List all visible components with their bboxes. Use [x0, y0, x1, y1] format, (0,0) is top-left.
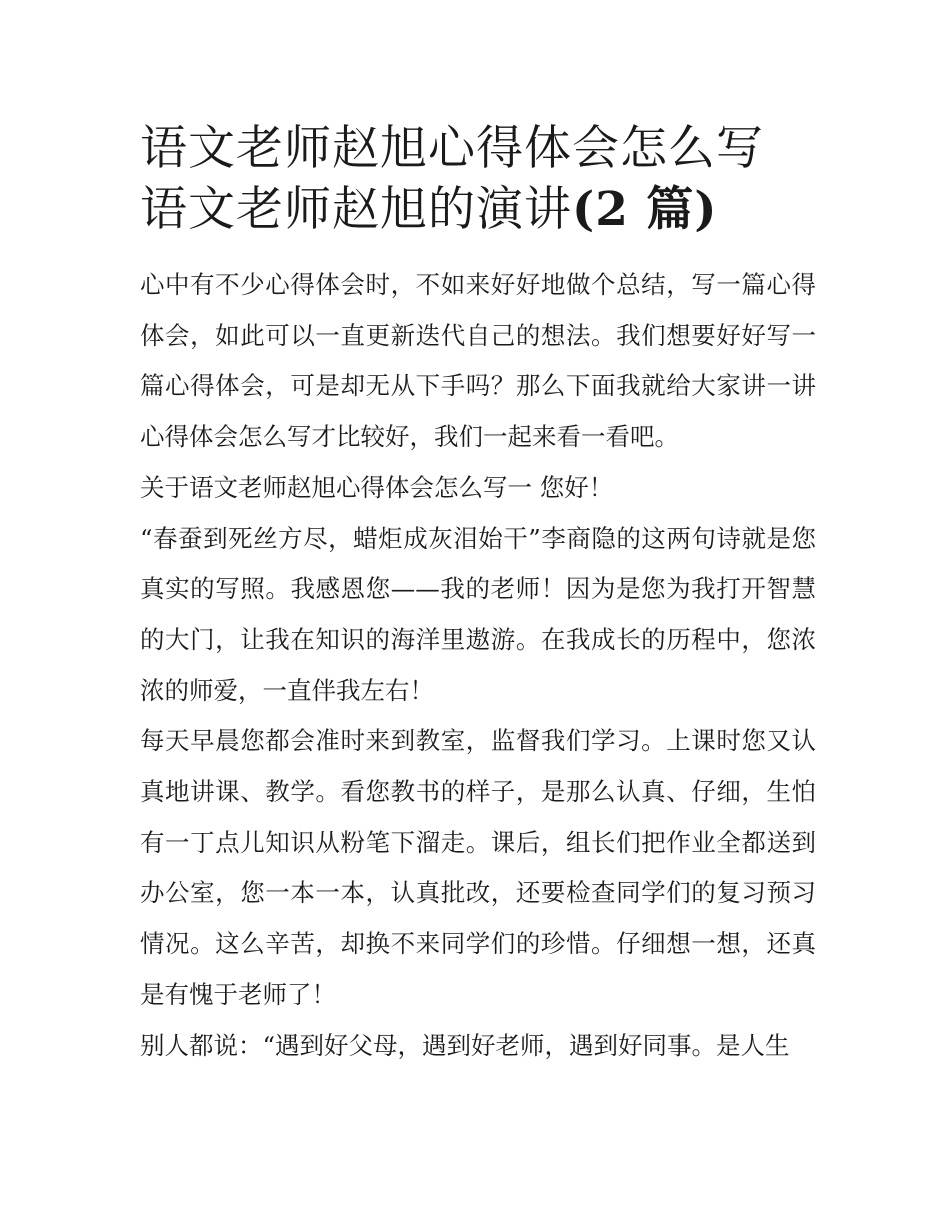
title-line-2 — [140, 179, 816, 240]
paragraph-poem: “春蚕到死丝方尽，蜡炬成灰泪始干”李商隐的这两句诗就是您真实的写照。我感恩您——我的老师！因为是您为我打开智慧的大门，让我在知识的海洋里遨游。在我成长的历程中，您浓浓的师爱，一直伴我左右！ — [140, 523, 816, 705]
paragraph-daily: 每天早晨您都会准时来到教室，监督我们学习。上课时您又认真地讲课、教学。看您教书的样子，是那么认真、仔细，生怕有一丁点儿知识从粉笔下溜走。课后，组长们把作业全都送到办公室，您一本一本，认真批改，还要检查同学们的复习预习情况。这么辛苦，却换不来同学们的珍惜。仔细想一想，还真是有愧于老师了！ — [140, 726, 816, 1009]
document-body — [140, 260, 816, 1071]
title-line-2-main: 语文老师赵旭的演讲 — [140, 182, 572, 237]
title-line-1: 语文老师赵旭心得体会怎么写 — [140, 121, 764, 176]
paragraph-saying: 别人都说：“遇到好父母，遇到好老师，遇到好同事。是人生 — [140, 1030, 790, 1060]
title-line-2-suffix: (2 篇) — [572, 182, 718, 237]
document-page — [140, 118, 816, 1071]
paragraph-heading: 关于语文老师赵旭心得体会怎么写一 您好！ — [140, 472, 614, 502]
paragraph-intro: 心中有不少心得体会时，不如来好好地做个总结，写一篇心得体会，如此可以一直更新迭代自己的想法。我们想要好好写一篇心得体会，可是却无从下手吗？那么下面我就给大家讲一讲心得体会怎么写才比较好，我们一起来看一看吧。 — [140, 270, 816, 452]
document-title — [140, 118, 816, 240]
